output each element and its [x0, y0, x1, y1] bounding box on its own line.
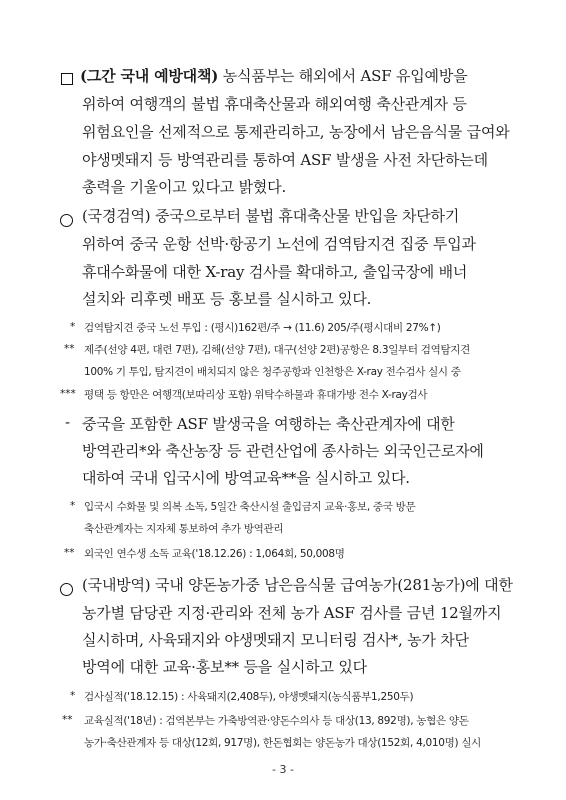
section1-line-5: 총력을 기울이고 있다고 밝혔다. — [82, 178, 287, 196]
section1-text: 농식품부는 해외에서 ASF 유입예방을 — [218, 67, 468, 85]
page-number: - 3 - — [272, 763, 294, 776]
footnote-mark: * — [70, 321, 76, 333]
section2-line-2: 위하여 중국 운항 선박·항공기 노선에 검역탐지견 집중 투입과 — [82, 235, 476, 253]
section4-line-2: 농가별 담당관 지정·관리와 전체 농가 ASF 검사를 금년 12월까지 — [82, 604, 502, 622]
footnote-mark: * — [70, 690, 76, 702]
section2-line-3: 휴대수화물에 대한 X-ray 검사를 확대하고, 출입국장에 배너 — [82, 263, 468, 281]
footnote-mark: *** — [60, 388, 76, 400]
footnote-mark: ** — [64, 547, 75, 559]
section3-note-2: 외국인 연수생 소독 교육('18.12.26) : 1,064회, 50,008명 — [84, 548, 345, 560]
section2-note-2b: 100% 기 투입, 탐지견이 배치되지 않은 청주공항과 인천항은 X-ray 전수검사 실시 중 — [84, 366, 461, 378]
footnote-mark: * — [70, 500, 76, 512]
section1-line-1 — [80, 65, 467, 86]
section2-line-1: (국경검역) 중국으로부터 불법 휴대축산물 반입을 차단하기 — [82, 207, 460, 225]
section2-note-1: 검역탐지견 중국 노선 투입 : (평시)162편/주 → (11.6) 205/주(평시대비 27%↑) — [84, 322, 441, 334]
section2-note-2a: 제주(선양 4편, 대련 7편), 김해(선양 7편), 대구(선양 2편)공항은 8.3일부터 검역탐지견 — [84, 344, 470, 356]
footnote-mark: ** — [64, 343, 75, 355]
section4-line-1: (국내방역) 국내 양돈농가중 남은음식물 급여농가(281농가)에 대한 — [82, 576, 513, 594]
circle-bullet-icon — [60, 214, 73, 227]
section2-line-4: 설치와 리후렛 배포 등 홍보를 실시하고 있다. — [82, 290, 372, 308]
checkbox-bullet-icon — [61, 73, 73, 85]
circle-bullet-icon — [60, 583, 73, 596]
footnote-mark: ** — [62, 714, 73, 726]
section1-line-3: 위험요인을 선제적으로 통제관리하고, 농장에서 남은음식물 급여와 — [82, 123, 510, 141]
section4-line-4: 방역에 대한 교육·홍보** 등을 실시하고 있다 — [82, 658, 367, 676]
dash-bullet: - — [65, 413, 71, 431]
section4-note-2b: 농가·축산관계자 등 대상(12회, 917명), 한돈협회는 양돈농가 대상(152회, 4,010명) 실시 — [84, 737, 482, 749]
section4-line-3: 실시하며, 사육돼지와 야생멧돼지 모니터링 검사*, 농가 차단 — [82, 631, 469, 649]
section3-line-1: 중국을 포함한 ASF 발생국을 여행하는 축산관계자에 대한 — [82, 415, 455, 433]
section3-note-1b: 축산관계자는 지자체 통보하여 추가 방역관리 — [84, 523, 284, 535]
section1-line-4: 야생멧돼지 등 방역관리를 통하여 ASF 발생을 사전 차단하는데 — [82, 151, 488, 169]
section3-line-3: 대하여 국내 입국시에 방역교육**을 실시하고 있다. — [82, 469, 410, 487]
section1-line-2: 위하여 여행객의 불법 휴대축산물과 해외여행 축산관계자 등 — [82, 95, 467, 113]
section3-line-2: 방역관리*와 축산농장 등 관련산업에 종사하는 외국인근로자에 — [82, 442, 484, 460]
section1-heading: (그간 국내 예방대책) — [80, 67, 219, 85]
section3-note-1a: 입국시 수화물 및 의복 소독, 5일간 축산시설 출입금지 교육·홍보, 중국 방문 — [84, 501, 416, 513]
section4-note-1: 검사실적('18.12.15) : 사육돼지(2,408두), 야생멧돼지(농식품부1,250두) — [84, 691, 414, 703]
section2-note-3: 평택 등 항만은 여행객(보따리상 포함) 위탁수하물과 휴대가방 전수 X-ray검사 — [84, 389, 428, 401]
section4-note-2a: 교육실적('18년) : 검역본부는 가축방역관·양돈수의사 등 대상(13, 892명), 농협은 양돈 — [84, 715, 469, 727]
